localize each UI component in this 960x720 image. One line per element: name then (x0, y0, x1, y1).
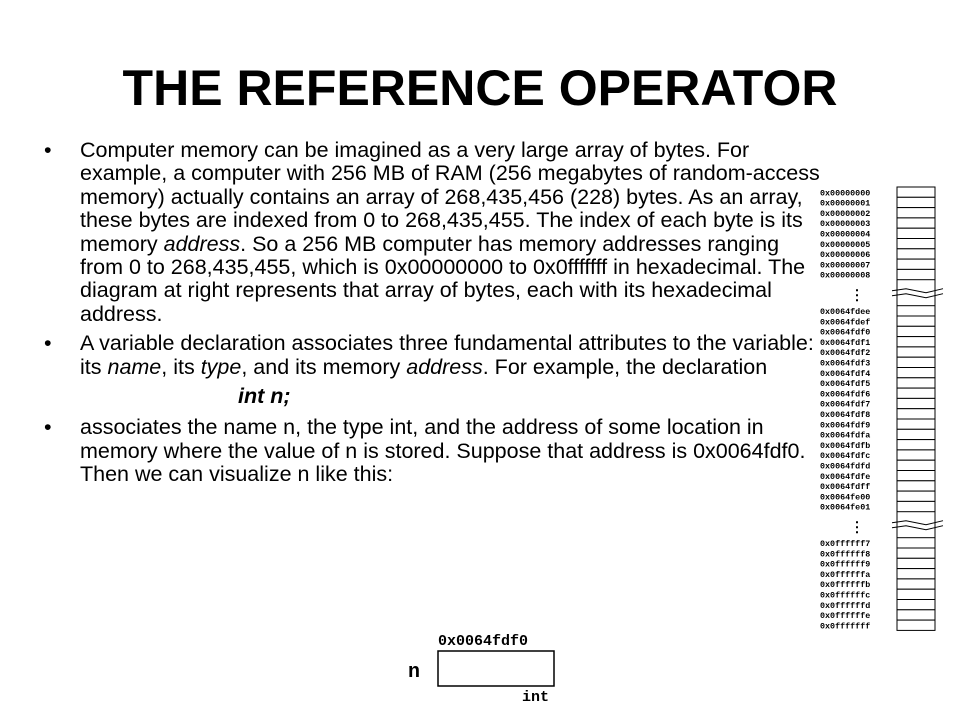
memory-cell (897, 610, 935, 620)
bullet-text: Computer memory can be imagined as a very large array of bytes. For example, a computer with 256 MB of RAM (256 megabytes of random-access memory) actually contains an array of 268,435,456 (228) bytes. As an array, these bytes are indexed from 0 to 268,435,455. The index of each byte is its memory (80, 138, 820, 256)
memory-address-label: 0x00000004 (820, 229, 871, 240)
bullet-text: . So a 256 MB computer has memory addresses ranging from 0 to 268,435,455, which is 0x00000000 to 0x0fffffff in hexadecimal. The diagram at right represents that array of bytes, each with its hexadecimal address. (80, 231, 806, 326)
memory-ellipsis: ⋮ (850, 288, 864, 305)
bullet-declaration (44, 332, 824, 379)
memory-address-label: 0x0064fe01 (820, 502, 871, 513)
memory-address-label: 0x0ffffff8 (820, 549, 871, 560)
memory-address-label: 0x0ffffffb (820, 580, 871, 591)
memory-address-label: 0x0064fdf5 (820, 379, 871, 390)
emphasis-type: type (200, 354, 242, 379)
memory-address-label: 0x0064fdfd (820, 461, 871, 472)
memory-address-label: 0x00000001 (820, 198, 871, 209)
variable-box (438, 651, 554, 686)
memory-cell (897, 208, 935, 218)
slide-title: THE REFERENCE OPERATOR (122, 60, 838, 116)
memory-cell (897, 491, 935, 501)
memory-cell (897, 337, 935, 347)
memory-address-label: 0x0064fdf8 (820, 410, 871, 420)
memory-cell (897, 579, 935, 589)
memory-cell (897, 249, 935, 259)
memory-cell (897, 538, 935, 548)
emphasis-name: name (107, 354, 162, 379)
memory-cell (897, 409, 935, 419)
bullet-text: , its (161, 354, 201, 379)
memory-address-label: 0x0ffffffe (820, 611, 871, 622)
memory-cell (897, 548, 935, 558)
memory-cell (897, 347, 935, 357)
memory-address-label: 0x00000005 (820, 239, 871, 250)
memory-cell (897, 269, 935, 279)
memory-cell (897, 589, 935, 599)
memory-address-label: 0x0064fdf9 (820, 420, 871, 431)
memory-address-label: 0x0064fdff (820, 482, 871, 493)
memory-cell (897, 326, 935, 336)
memory-address-label: 0x0064fdf0 (820, 327, 871, 338)
memory-cell (897, 440, 935, 450)
memory-cell (897, 259, 935, 269)
bullet-text: . For example, the declaration (482, 354, 768, 379)
memory-address-label: 0x0fffffff (820, 621, 871, 632)
variable-name-label: n (408, 661, 421, 684)
bullet-marker: • (44, 331, 52, 356)
memory-cell (897, 419, 935, 429)
memory-ellipsis: ⋮ (850, 520, 864, 537)
memory-address-label: 0x00000002 (820, 208, 871, 219)
bullet-marker: • (44, 138, 52, 162)
memory-address-label: 0x00000008 (820, 270, 871, 281)
memory-cell (897, 368, 935, 378)
memory-address-label: 0x0064fe00 (820, 492, 871, 503)
memory-cell (897, 239, 935, 249)
bullet-marker: • (44, 415, 52, 440)
variable-type-label: int (522, 689, 550, 704)
memory-cell (897, 429, 935, 439)
memory-address-label: 0x0ffffff9 (820, 559, 871, 570)
memory-address-label: 0x0064fdf4 (820, 368, 871, 379)
memory-cell (897, 306, 935, 316)
code-declaration: int n; (238, 384, 291, 409)
bullet-text: A variable declaration associates three fundamental attributes to the variable: its (80, 331, 814, 379)
variable-address-label: 0x0064fdf0 (438, 633, 529, 650)
memory-cell (897, 378, 935, 388)
memory-address-label: 0x0064fdef (820, 317, 871, 328)
memory-cell (897, 187, 935, 197)
memory-address-label: 0x0064fdee (820, 307, 871, 317)
memory-address-label: 0x0ffffff7 (820, 539, 871, 549)
memory-cell (897, 460, 935, 470)
memory-address-label: 0x00000006 (820, 250, 871, 261)
memory-address-label: 0x0ffffffc (820, 590, 871, 601)
memory-address-label: 0x0064fdfc (820, 451, 871, 462)
bullet-memory-intro (44, 139, 824, 326)
variable-diagram (404, 630, 564, 704)
emphasis-address: address (406, 354, 483, 379)
bullet-text: , and its memory (241, 354, 407, 379)
memory-address-label: 0x0064fdf3 (820, 358, 871, 369)
memory-address-label: 0x0064fdf6 (820, 389, 871, 400)
memory-address-label: 0x0064fdfb (820, 440, 871, 451)
memory-address-label: 0x0ffffffa (820, 569, 871, 580)
memory-cell (897, 569, 935, 579)
memory-cell (897, 600, 935, 610)
memory-address-label: 0x0064fdfe (820, 471, 871, 482)
memory-address-label: 0x00000003 (820, 219, 871, 230)
memory-address-label: 0x0064fdfa (820, 430, 871, 441)
bullet-association (44, 416, 824, 486)
memory-cell (897, 197, 935, 207)
memory-cell (897, 558, 935, 568)
memory-cell (897, 620, 935, 630)
memory-address-label: 0x0ffffffd (820, 600, 871, 611)
memory-diagram (818, 186, 948, 638)
memory-cell (897, 218, 935, 228)
emphasis-address: address (163, 231, 241, 256)
memory-cell (897, 481, 935, 491)
memory-cell (897, 501, 935, 511)
memory-cell (897, 316, 935, 326)
memory-cell (897, 388, 935, 398)
memory-address-label: 0x00000007 (820, 260, 871, 271)
memory-cell (897, 450, 935, 460)
memory-cell (897, 228, 935, 238)
memory-cell (897, 471, 935, 481)
memory-address-label: 0x0064fdf7 (820, 399, 871, 410)
bullet-text: associates the name n, the type int, and the address of some location in memory where the value of n is stored. Suppose that address is 0x0064fdf0. Then we can visualize n like this: (80, 415, 806, 487)
bullet-list (44, 139, 824, 493)
memory-cell (897, 357, 935, 367)
memory-address-label: 0x00000000 (820, 188, 871, 199)
memory-address-label: 0x0064fdf1 (820, 337, 871, 348)
memory-cell (897, 398, 935, 408)
memory-address-label: 0x0064fdf2 (820, 348, 871, 359)
